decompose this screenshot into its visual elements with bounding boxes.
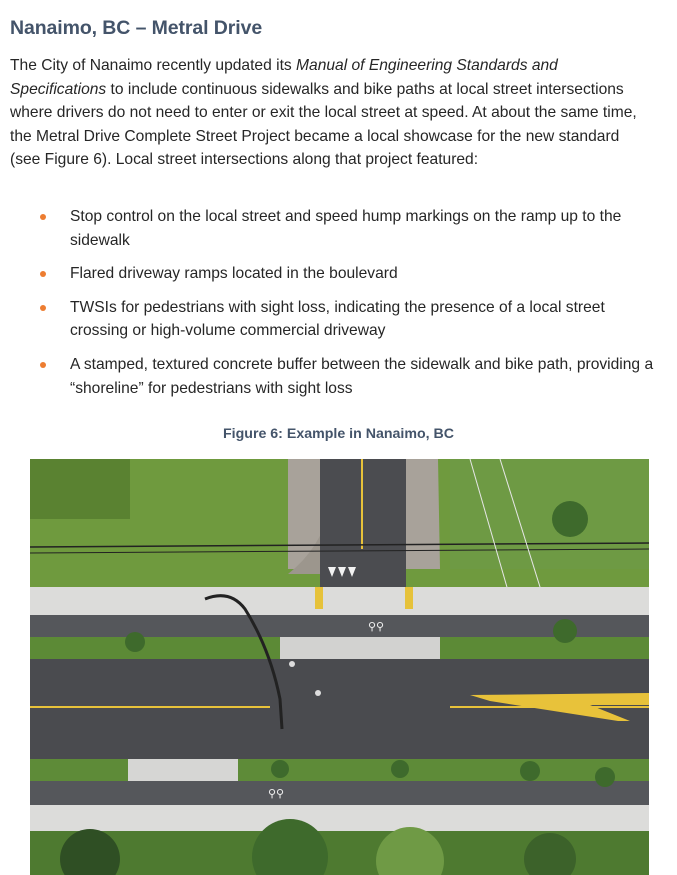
tree [595,767,615,787]
intro-paragraph [10,54,650,172]
bullet-text: TWSIs for pedestrians with sight loss, indicating the presence of a local street crossing or high-volume commercial driveway [70,298,605,340]
bullet-dot-icon [40,305,46,311]
aerial-street-illustration [30,459,649,875]
list-item [0,353,655,400]
bullet-dot-icon [40,214,46,220]
figure-caption: Figure 6: Example in Nanaimo, BC [223,426,454,442]
intro-text-part1: The City of Nanaimo recently updated its [10,57,297,74]
aerial-photo-figure [30,459,649,875]
road-marker [289,661,295,667]
grass-right [450,459,649,569]
bullet-text: Flared driveway ramps located in the boulevard [70,265,398,283]
list-item [0,262,655,286]
tree [271,760,289,778]
manual-title-italic: Manual of Engineering Standards and Specifications [10,57,558,98]
tree [520,761,540,781]
section-heading: Nanaimo, BC – Metral Drive [10,17,263,39]
list-item [0,205,655,252]
bullet-dot-icon [40,362,46,368]
tree [125,632,145,652]
bike-symbol-icon: ⚲⚲ [268,787,285,800]
bike-symbol-icon: ⚲⚲ [368,620,385,633]
sidewalk-north [30,587,649,615]
twsi-pad [405,587,413,609]
tree [391,760,409,778]
driveway-south [128,759,238,781]
grass-shade [30,459,130,519]
bullet-text: A stamped, textured concrete buffer between the sidewalk and bike path, providing a “shoreline” for pedestrians with sight loss [70,355,654,397]
features-bullet-list [0,205,677,410]
sidewalk-south [30,805,649,831]
list-item [0,296,655,343]
boulevard-south [30,759,649,781]
bullet-dot-icon [40,271,46,277]
bike-path-south [30,781,649,805]
road-marker [315,690,321,696]
gravel-right [402,459,440,569]
twsi-pad [315,587,323,609]
tree [552,501,588,537]
tree [553,619,577,643]
intro-text-part2: to include continuous sidewalks and bike paths at local street intersections where drivers do not need to enter or exit the local street at speed. At about the same time, the Metral Drive Complete Street Project became a local showcase for the new standard (see Figure 6). Local street intersections along that project featured: [10,80,637,169]
driveway-ramp [280,637,440,659]
bullet-text: Stop control on the local street and speed hump markings on the ramp up to the sidewalk [70,208,622,249]
